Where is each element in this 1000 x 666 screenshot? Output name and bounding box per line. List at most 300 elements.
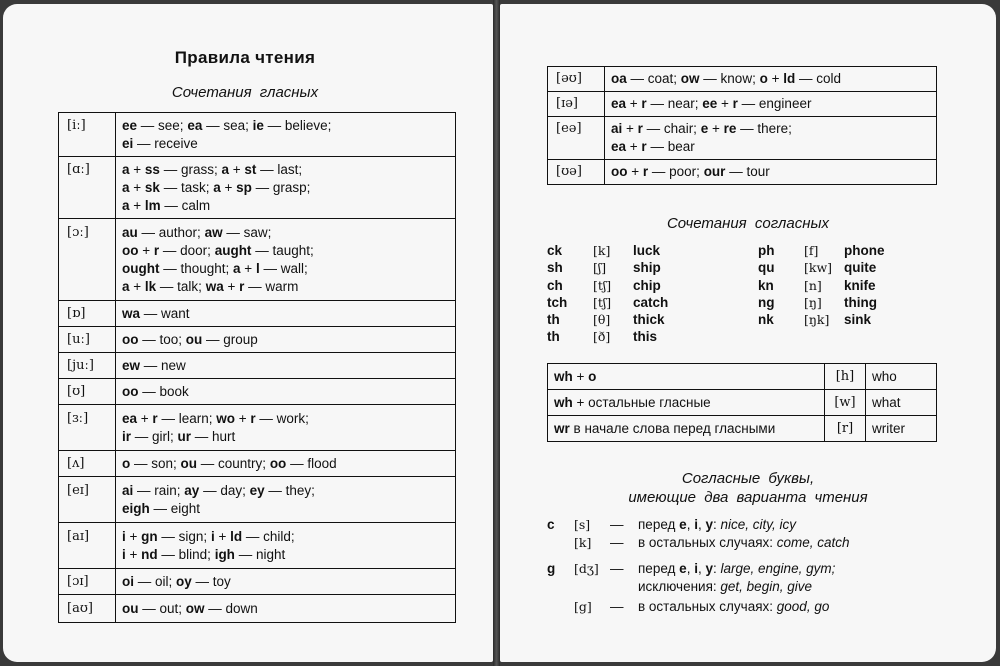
letter-combination: ph: [758, 243, 775, 258]
rule-text: — girl;: [131, 429, 178, 444]
rule-line: [122, 428, 449, 446]
vowel-row: [59, 477, 456, 523]
rule-line: [611, 70, 930, 88]
two-readings-heading-line1: Согласные буквы,: [681, 470, 815, 487]
letter-combination: ea: [611, 96, 627, 111]
wh-rule-row: [548, 416, 937, 442]
vowel-row: [59, 219, 456, 301]
rule-text: — taught;: [251, 243, 314, 258]
rule-text: +: [622, 121, 638, 136]
rule-text: +: [125, 547, 142, 562]
letter-combination: ee: [122, 118, 138, 133]
rule-description: [638, 516, 796, 534]
example-words: get, begin, give: [720, 579, 812, 594]
rule-text: — eight: [149, 501, 201, 516]
rule-text: — toy: [191, 574, 231, 589]
vowel-combinations-table: [58, 112, 456, 623]
ipa-symbol: [f]: [804, 243, 819, 258]
letter-combination: a: [122, 180, 130, 195]
letter-combination: ou: [185, 332, 203, 347]
spelling-rules: [116, 327, 456, 353]
spelling-rules: [116, 353, 456, 379]
consonant-row: [547, 242, 668, 259]
rule-text: — learn;: [157, 411, 217, 426]
consonant-letter: [547, 598, 574, 616]
vowel-row: [59, 301, 456, 327]
consonant-row: [547, 311, 668, 328]
letter-combination: ai: [122, 483, 134, 498]
vowel-row: [59, 157, 456, 219]
consonant-combinations-left-column: [547, 242, 668, 346]
rule-text: — night: [234, 547, 286, 562]
rule-line: [122, 500, 449, 518]
letter-combination: wa: [122, 306, 141, 321]
spelling-rules: [116, 219, 456, 301]
vowel-row: [59, 451, 456, 477]
letter-combination: ld: [230, 529, 243, 544]
rule-text: +: [717, 96, 733, 111]
ipa-symbol: [r]: [825, 416, 866, 442]
rule-line: [122, 331, 449, 349]
vowel-row: [548, 117, 937, 160]
book-spine: [493, 0, 500, 666]
example-word: who: [866, 364, 937, 390]
rule-text: — cold: [795, 71, 841, 86]
ipa-symbol: [ŋ]: [804, 294, 822, 310]
example-word: catch: [633, 294, 669, 310]
letter-combination: au: [122, 225, 138, 240]
spelling-rules: [605, 67, 937, 92]
letter-combination: i: [210, 529, 215, 544]
letter-combination: a: [233, 261, 241, 276]
letter-combination: a: [122, 162, 130, 177]
vowel-letter: y: [705, 561, 713, 576]
letter-combination: ck: [547, 243, 563, 258]
ipa-symbol: [ɔː]: [59, 219, 116, 301]
rule-text: — near;: [646, 96, 703, 111]
rule-text: — engineer: [737, 96, 812, 111]
example-words: come, catch: [776, 535, 850, 550]
ipa-symbol: [ɪə]: [548, 92, 605, 117]
letter-combination: eigh: [122, 501, 150, 516]
rule-text: исключения:: [638, 579, 721, 594]
vowel-row: [59, 327, 456, 353]
rule-text: +: [223, 279, 240, 294]
rule-text: +: [220, 180, 237, 195]
rule-text: — country;: [197, 456, 270, 471]
letter-combination: a: [221, 162, 229, 177]
spelling-rules: [605, 92, 937, 117]
rule-description: [638, 560, 835, 578]
letter-combination: r: [641, 139, 647, 154]
example-word: quite: [844, 260, 877, 276]
letter-combination: ea: [187, 118, 203, 133]
rule-text: — hurt: [191, 429, 236, 444]
rule-text: — work;: [255, 411, 309, 426]
rule-line: [122, 482, 449, 500]
letter-combination: i: [122, 547, 126, 562]
letter-combination: kn: [758, 277, 774, 293]
consonant-combinations-heading: Сочетания согласных: [666, 215, 830, 232]
rule-line: [122, 305, 449, 323]
letter-combination: sp: [236, 180, 252, 195]
rule-line: [611, 95, 930, 113]
example-word: luck: [633, 243, 661, 258]
two-readings-heading-line2: имеющие два варианта чтения: [628, 489, 868, 506]
rule-text: в начале слова перед гласными: [569, 421, 776, 436]
rule-text: — down: [204, 601, 258, 616]
letter-combination: ir: [122, 429, 132, 444]
letter-combination: oi: [122, 574, 134, 589]
ipa-symbol: [s]: [574, 517, 591, 532]
vowel-row: [59, 379, 456, 405]
consonant-letter: c: [547, 517, 555, 532]
rule-text: — coat;: [626, 71, 681, 86]
ipa-symbol: [uː]: [59, 327, 116, 353]
rule-line: [122, 260, 449, 278]
rule-text: — know;: [699, 71, 760, 86]
ipa-symbol: [ɑː]: [59, 157, 116, 219]
rule-description: [638, 578, 812, 596]
rule-text: — task;: [159, 180, 214, 195]
letter-combination: o: [759, 71, 768, 86]
letter-combination: ei: [122, 136, 134, 151]
letter-combination: a: [213, 180, 221, 195]
ipa-symbol: [ð]: [593, 329, 611, 345]
vowel-row: [59, 353, 456, 379]
example-word: phone: [844, 243, 885, 258]
rule-text: — door;: [159, 243, 215, 258]
letter-combination: nd: [141, 547, 158, 562]
rule-text: — author;: [137, 225, 205, 240]
ipa-symbol: [ʌ]: [59, 451, 116, 477]
ipa-symbol: [ɜː]: [59, 405, 116, 451]
wh-rule-row: [548, 390, 937, 416]
rule-text: — sea;: [202, 118, 253, 133]
letter-combination: sh: [547, 260, 563, 276]
vowel-combinations-heading: Сочетания гласных: [171, 84, 319, 101]
letter-combination: ow: [185, 601, 205, 616]
rule-text: — son;: [130, 456, 181, 471]
rule-text: — group: [202, 332, 258, 347]
rule-text: ,: [686, 561, 695, 576]
letter-combination: ng: [758, 294, 775, 310]
letter-combination: ch: [547, 277, 563, 293]
rule-line: [122, 135, 449, 153]
wh-rule: [548, 364, 825, 390]
rule-text: +: [137, 411, 153, 426]
rule-text: — talk;: [156, 279, 206, 294]
letter-combination: r: [153, 243, 160, 258]
vowel-letter: e: [679, 517, 687, 532]
letter-combination: e: [700, 121, 709, 136]
dash: [610, 578, 638, 596]
rule-text: ,: [697, 517, 706, 532]
letter-combination: st: [244, 162, 257, 177]
rule-text: в остальных случаях:: [638, 535, 777, 550]
rule-text: — see;: [137, 118, 188, 133]
ipa-symbol: [h]: [825, 364, 866, 390]
ipa-symbol: [ʃ]: [593, 260, 607, 276]
two-readings-list: [547, 516, 850, 616]
vowel-row: [548, 92, 937, 117]
rule-text: в остальных случаях:: [638, 599, 777, 614]
letter-combination: ee: [702, 96, 718, 111]
consonant-row: [758, 259, 885, 276]
vowel-row: [59, 523, 456, 569]
ipa-symbol: [ŋk]: [804, 312, 830, 328]
example-word: this: [633, 329, 658, 345]
ipa-symbol: [aɪ]: [59, 523, 116, 569]
letter-combination: wa: [205, 279, 224, 294]
letter-combination: th: [547, 312, 560, 328]
ipa-symbol: [ɔɪ]: [59, 569, 116, 595]
rule-text: +: [138, 243, 154, 258]
consonant-row: [758, 277, 885, 294]
rule-text: — there;: [736, 121, 792, 136]
letter-combination: ought: [122, 261, 160, 276]
letter-combination: o: [588, 369, 597, 384]
ipa-symbol: [əʊ]: [548, 67, 605, 92]
letter-combination: th: [547, 329, 560, 345]
rule-text: — day;: [199, 483, 250, 498]
ipa-symbol: [n]: [804, 277, 822, 293]
consonant-letter: [547, 578, 574, 596]
consonant-row: [758, 311, 885, 328]
rule-line: [122, 278, 449, 296]
rule-text: +: [627, 164, 643, 179]
rule-description: [638, 598, 829, 616]
rule-text: +: [572, 369, 589, 384]
letter-combination: oo: [122, 243, 139, 258]
example-word: writer: [866, 416, 937, 442]
rule-text: — thought;: [159, 261, 234, 276]
rule-text: + остальные гласные: [572, 395, 711, 410]
rule-text: — book: [138, 384, 189, 399]
vowel-letter: i: [694, 561, 698, 576]
ipa-symbol: [iː]: [59, 113, 116, 157]
vowel-row: [548, 160, 937, 185]
example-word: knife: [844, 277, 876, 293]
rule-line: [611, 163, 930, 181]
rule-line: [122, 600, 449, 618]
rule-text: +: [626, 96, 642, 111]
rule-text: +: [129, 198, 145, 213]
rule-text: — out;: [138, 601, 186, 616]
letter-combination: oo: [122, 384, 139, 399]
letter-combination: ss: [144, 162, 160, 177]
rule-text: — blind;: [157, 547, 215, 562]
vowel-row: [548, 67, 937, 92]
ipa-symbol: [574, 578, 610, 596]
ipa-symbol: [kw]: [804, 260, 833, 276]
rule-text: ,: [697, 561, 706, 576]
rule-text: — child;: [242, 529, 295, 544]
rule-line: [122, 117, 449, 135]
letter-combination: lm: [144, 198, 161, 213]
rule-text: — chair;: [642, 121, 701, 136]
letter-combination: qu: [758, 260, 775, 276]
letter-combination: r: [637, 121, 643, 136]
letter-combination: tch: [547, 294, 568, 310]
consonant-row: [547, 328, 668, 345]
letter-combination: wo: [216, 411, 235, 426]
spelling-rules: [116, 451, 456, 477]
letter-combination: aw: [204, 225, 223, 240]
example-word: thick: [633, 312, 665, 328]
letter-combination: ay: [184, 483, 200, 498]
letter-combination: ea: [122, 411, 138, 426]
letter-combination: r: [250, 411, 256, 426]
ipa-symbol: [tʃ]: [593, 294, 612, 310]
rule-text: — flood: [286, 456, 337, 471]
wh-wr-rules-table: [547, 363, 937, 442]
letter-combination: ea: [611, 139, 627, 154]
example-word: chip: [633, 277, 661, 293]
vowel-row: [59, 113, 456, 157]
letter-combination: l: [255, 261, 260, 276]
vowel-row: [59, 405, 456, 451]
letter-combination: oa: [611, 71, 627, 86]
consonant-row: [547, 294, 668, 311]
reading-variant-row: [547, 578, 850, 596]
letter-combination: r: [642, 164, 649, 179]
rule-text: — poor;: [648, 164, 704, 179]
spelling-rules: [116, 569, 456, 595]
letter-combination: oy: [176, 574, 192, 589]
letter-combination: ai: [611, 121, 623, 136]
vowel-row: [59, 569, 456, 595]
dash: —: [610, 517, 624, 532]
rule-line: [122, 197, 449, 215]
page-title: Правила чтения: [174, 48, 316, 67]
ipa-symbol: [θ]: [593, 312, 611, 328]
letter-combination: aught: [214, 243, 252, 258]
rule-text: — tour: [725, 164, 770, 179]
rule-line: [122, 224, 449, 242]
letter-combination: nk: [758, 312, 774, 328]
rule-text: — wall;: [259, 261, 308, 276]
letter-combination: gn: [141, 529, 158, 544]
rule-text: +: [234, 411, 251, 426]
example-words: good, go: [776, 599, 830, 614]
rule-text: — grass;: [159, 162, 222, 177]
rule-text: — saw;: [222, 225, 272, 240]
ipa-symbol: [ɒ]: [59, 301, 116, 327]
rule-text: +: [129, 180, 145, 195]
rule-line: [122, 242, 449, 260]
letter-combination: ey: [249, 483, 265, 498]
reading-variant-row: [547, 560, 850, 578]
consonant-letter: g: [547, 561, 556, 576]
letter-combination: i: [122, 529, 126, 544]
letter-combination: wr: [554, 421, 570, 436]
consonant-combinations-right-column: [758, 242, 885, 328]
vowel-combinations-table-continued: [547, 66, 937, 185]
letter-combination: o: [122, 456, 131, 471]
rule-text: +: [708, 121, 724, 136]
rule-text: перед: [638, 517, 680, 532]
rule-text: +: [214, 529, 231, 544]
letter-combination: oo: [269, 456, 287, 471]
rule-text: :: [713, 517, 721, 532]
spelling-rules: [116, 379, 456, 405]
spelling-rules: [116, 477, 456, 523]
consonant-row: [758, 242, 885, 259]
rule-text: +: [240, 261, 256, 276]
letter-combination: r: [732, 96, 738, 111]
vowel-letter: i: [694, 517, 698, 532]
example-word: ship: [633, 260, 661, 276]
consonant-row: [547, 277, 668, 294]
rule-text: — calm: [160, 198, 211, 213]
rule-text: +: [129, 279, 145, 294]
ipa-symbol: [eə]: [548, 117, 605, 160]
letter-combination: re: [723, 121, 737, 136]
letter-combination: lk: [144, 279, 157, 294]
example-word: thing: [844, 294, 877, 310]
rule-line: [122, 383, 449, 401]
rule-text: — believe;: [263, 118, 332, 133]
rule-text: перед: [638, 561, 680, 576]
letter-combination: ew: [122, 358, 141, 373]
rule-text: :: [713, 561, 721, 576]
letter-combination: ou: [180, 456, 198, 471]
letter-combination: a: [122, 279, 130, 294]
letter-combination: ie: [252, 118, 264, 133]
ipa-symbol: [juː]: [59, 353, 116, 379]
rule-text: — last;: [256, 162, 303, 177]
dash: —: [610, 535, 624, 550]
letter-combination: wh: [554, 369, 573, 384]
rule-text: — warm: [244, 279, 299, 294]
rule-text: ,: [686, 517, 695, 532]
rule-text: +: [125, 529, 142, 544]
rule-line: [122, 357, 449, 375]
ipa-symbol: [ʊ]: [59, 379, 116, 405]
reading-variant-row: [547, 598, 850, 616]
letter-combination: oo: [611, 164, 628, 179]
spelling-rules: [605, 117, 937, 160]
consonant-letter: [547, 534, 574, 552]
letter-combination: a: [122, 198, 130, 213]
example-word: sink: [844, 312, 872, 328]
spelling-rules: [605, 160, 937, 185]
spelling-rules: [116, 523, 456, 569]
ipa-symbol: [eɪ]: [59, 477, 116, 523]
spelling-rules: [116, 301, 456, 327]
ipa-symbol: [g]: [574, 599, 592, 614]
ipa-symbol: [aʊ]: [59, 595, 116, 623]
rule-line: [122, 410, 449, 428]
vowel-letter: e: [679, 561, 687, 576]
letter-combination: r: [641, 96, 647, 111]
spelling-rules: [116, 595, 456, 623]
letter-combination: ow: [680, 71, 700, 86]
rule-line: [611, 138, 930, 156]
reading-variant-row: [547, 534, 850, 552]
rule-text: — new: [140, 358, 186, 373]
rule-text: +: [228, 162, 245, 177]
rule-line: [122, 455, 449, 473]
rule-line: [122, 573, 449, 591]
rule-text: — grasp;: [251, 180, 311, 195]
spelling-rules: [116, 113, 456, 157]
example-words: large, engine, gym;: [720, 561, 836, 576]
vowel-letter: y: [705, 517, 713, 532]
spelling-rules: [116, 157, 456, 219]
reading-variant-row: [547, 516, 850, 534]
